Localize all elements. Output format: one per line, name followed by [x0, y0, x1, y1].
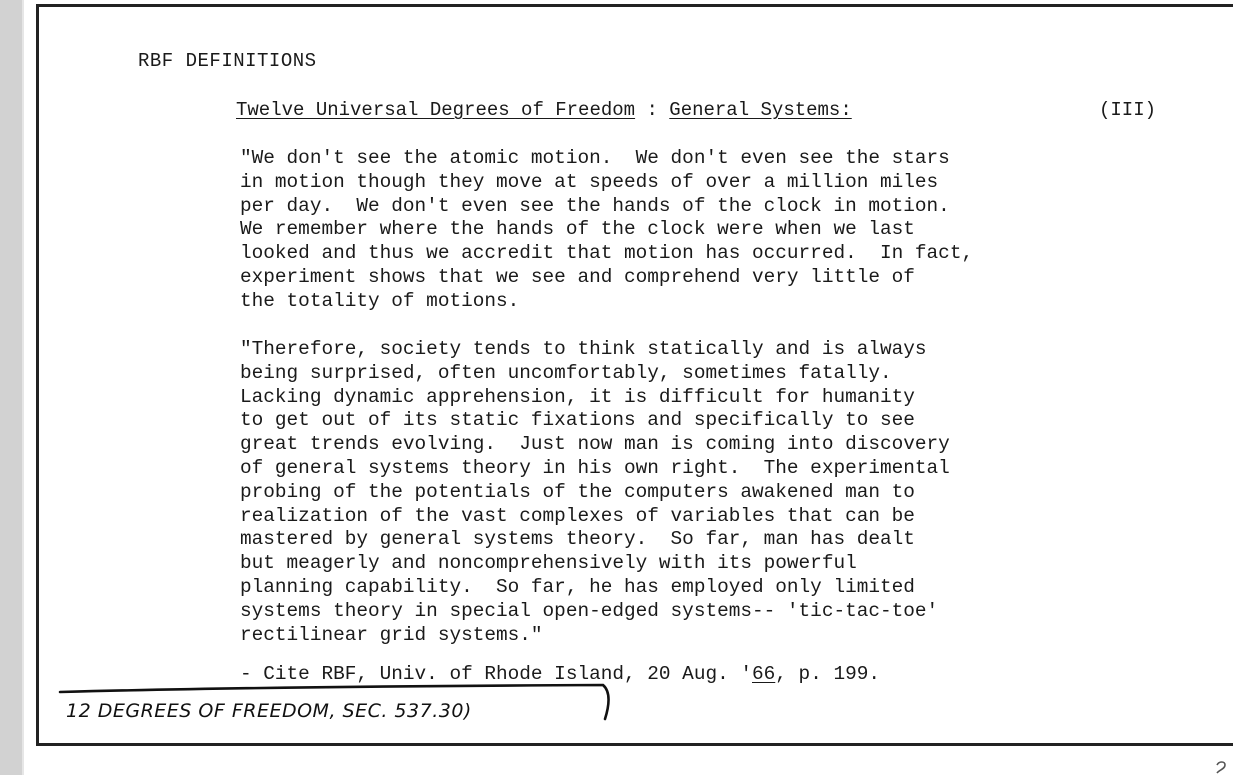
quote-line: per day. We don't even see the hands of the clock in motion. — [240, 194, 950, 217]
scanner-margin-edge — [22, 0, 24, 775]
subtitle-subtopic: General Systems: — [669, 99, 852, 121]
handwritten-note — [66, 700, 472, 722]
quote-paragraph-2 — [240, 338, 950, 647]
quote-line: to get out of its static fixations and specifically to see — [240, 409, 915, 432]
citation-prefix: - Cite RBF, Univ. of Rhode Island, 20 Aug. ' — [240, 663, 752, 685]
quote-line: being surprised, often uncomfortably, sometimes fatally. — [240, 361, 892, 384]
quote-paragraph-1 — [240, 147, 973, 314]
citation — [240, 663, 880, 685]
quote-line: rectilinear grid systems." — [240, 623, 543, 646]
quote-line: planning capability. So far, he has employed only limited — [240, 575, 915, 598]
scanner-margin — [0, 0, 22, 775]
quote-line: experiment shows that we see and comprehend very little of — [240, 265, 915, 288]
quote-line: We remember where the hands of the clock were when we last — [240, 218, 915, 241]
page-corner-mark — [1214, 760, 1230, 774]
quote-line: "Therefore, society tends to think statically and is always — [240, 338, 927, 360]
quote-line: great trends evolving. Just now man is coming into discovery — [240, 433, 950, 456]
handwritten-text: DEGREES OF FREEDOM, SEC. 537.30) — [91, 700, 472, 722]
quote-line: of general systems theory in his own right. The experimental — [240, 456, 950, 479]
citation-suffix: , p. 199. — [775, 663, 881, 685]
handwritten-number: 12 — [66, 700, 92, 722]
quote-line: probing of the potentials of the computers awakened man to — [240, 480, 915, 503]
quote-line: Lacking dynamic apprehension, it is difficult for humanity — [240, 385, 915, 408]
subtitle-topic: Twelve Universal Degrees of Freedom — [236, 99, 636, 121]
citation-year: 66 — [752, 663, 776, 685]
quote-line: mastered by general systems theory. So far, man has dealt — [240, 528, 915, 551]
card-header: RBF DEFINITIONS — [138, 50, 317, 72]
quote-line: but meagerly and noncomprehensively with its powerful — [240, 552, 857, 575]
subtitle-separator: : — [635, 99, 670, 121]
quote-line: in motion though they move at speeds of over a million miles — [240, 170, 939, 193]
quote-line: looked and thus we accredit that motion has occurred. In fact, — [240, 242, 974, 265]
quote-line: "We don't see the atomic motion. We don't even see the stars — [240, 147, 950, 169]
quote-line: systems theory in special open-edged systems-- 'tic-tac-toe' — [240, 599, 939, 622]
quote-line: realization of the vast complexes of variables that can be — [240, 504, 915, 527]
quote-line: the totality of motions. — [240, 289, 520, 312]
section-number: (III) — [1098, 99, 1156, 121]
card-subtitle — [236, 99, 1156, 121]
